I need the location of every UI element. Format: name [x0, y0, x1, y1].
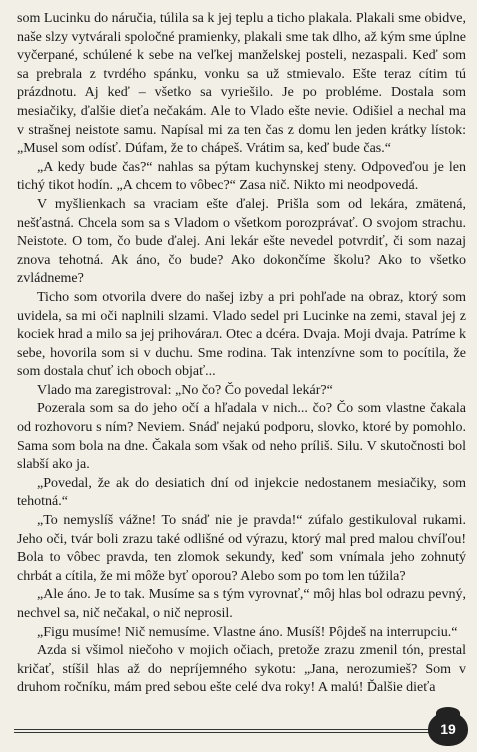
paragraph: Azda si všimol niečoho v mojich očiach, pretože zrazu zmenil tón, prestal kričať, stíšil hlas až do nepríjemného sykotu: „Jana, nerozumieš? Som v druhom ročníku, mám pred sebou ešte celé dva roky! A malú! Ďalšie dieťa: [17, 643, 466, 696]
page-number-badge: [428, 712, 468, 746]
paragraph: Vlado ma zaregistroval: „No čo? Čo povedal lekár?“: [37, 382, 333, 398]
paragraph: „To nemyslíš vážne! To snáď nie je pravda!“ zúfalo gestikuloval rukami. Jeho oči, tvár boli zrazu také odlišné od výrazu, ktorý mal pred malou chvíľou! Bola to vôbec pravda, ten zlomok sekundy, keď som vnímala jeho zohnutý chrbát a cítila, že mi môže byť oporou? Alebo som po tom len túžila?: [17, 513, 466, 584]
paragraph: Pozerala som sa do jeho očí a hľadala v nich... čo? Čo som vlastne čakala od rozhovoru s ním? Neviem. Snáď nejakú podporu, slovko, ktoré by pomohlo. Sama som bola na dne. Čakala som však od neho príliš. Silu. V skutočnosti bol slabší ako ja.: [17, 401, 466, 473]
page-body-text: [17, 10, 466, 698]
footer-rule: [14, 732, 434, 733]
paragraph: „Povedal, že ak do desiatich dní od injekcie nedostanem mesiačiky, som tehotná.“: [17, 475, 466, 510]
paragraph: „Figu musíme! Nič nemusíme. Vlastne áno. Musíš! Pôjdeš na interrupciu.“: [37, 624, 458, 640]
paragraph: „Ale áno. Je to tak. Musíme sa s tým vyrovnať,“ môj hlas bol odrazu pevný, nechvel sa, nič nečakal, o nič neprosil.: [17, 587, 466, 621]
footer-rule: [14, 729, 434, 730]
paragraph: V myšlienkach sa vraciam ešte ďalej. Prišla som od lekára, zmätená, nešťastná. Chcela som sa s Vladom o všetkom porozprávať. O svojom strachu. Neistote. O tom, čo bude ďalej. Ani lekár ešte nevedel potvrdiť, či som nazaj znova tehotná. Ak áno, čo bude? Ako dokončíme školu? Ako to všetko zvládneme?: [17, 196, 466, 287]
page-number: 19: [440, 721, 456, 737]
paragraph: som Lucinku do náručia, túlila sa k jej teplu a ticho plakala. Plakali sme obidve, naše slzy vytvárali spoločné pramienky, plakali sme tak dlho, až kým sme úplne vyčerpané, schúlené k sebe na veľkej manželskej posteli, nezaspali. Keď som sa prebrala z tvrdého spánku, vonku sa už stmievalo. Ešte teraz cítim tú prázdnotu. Aj keď – všetko sa vyriešilo. Je po probléme. Dostala som mesiačiky, ďalšie dieťa nečakám. Ale to Vlado ešte nevie. Odišiel a nechal ma v strašnej neistote samu. Napísal mi za ten čas z domu len jeden krátky lístok: „Musel som odísť. Dúfam, že to chápeš. Vrátim sa, keď bude čas.“: [17, 11, 466, 157]
paragraph: „A kedy bude čas?“ nahlas sa pýtam kuchynskej steny. Odpoveďou je len tichý tikot hodín. „A chcem to vôbec?“ Zasa nič. Nikto mi neodpovedá.: [17, 159, 466, 194]
paragraph: Ticho som otvorila dvere do našej izby a pri pohľade na obraz, ktorý som uvidela, sa mi oči naplnili slzami. Vlado sedel pri Lucinke na zemi, staval jej z kociek hrad a milo sa jej prihovárал. Otec a dcéra. Dvaja. Moji dvaja. Patríme k sebe, hovorila som si v duchu. Sme rodina. Tak intenzívne som to pocítila, že som dostala chuť ich oboch objať...: [17, 289, 466, 380]
